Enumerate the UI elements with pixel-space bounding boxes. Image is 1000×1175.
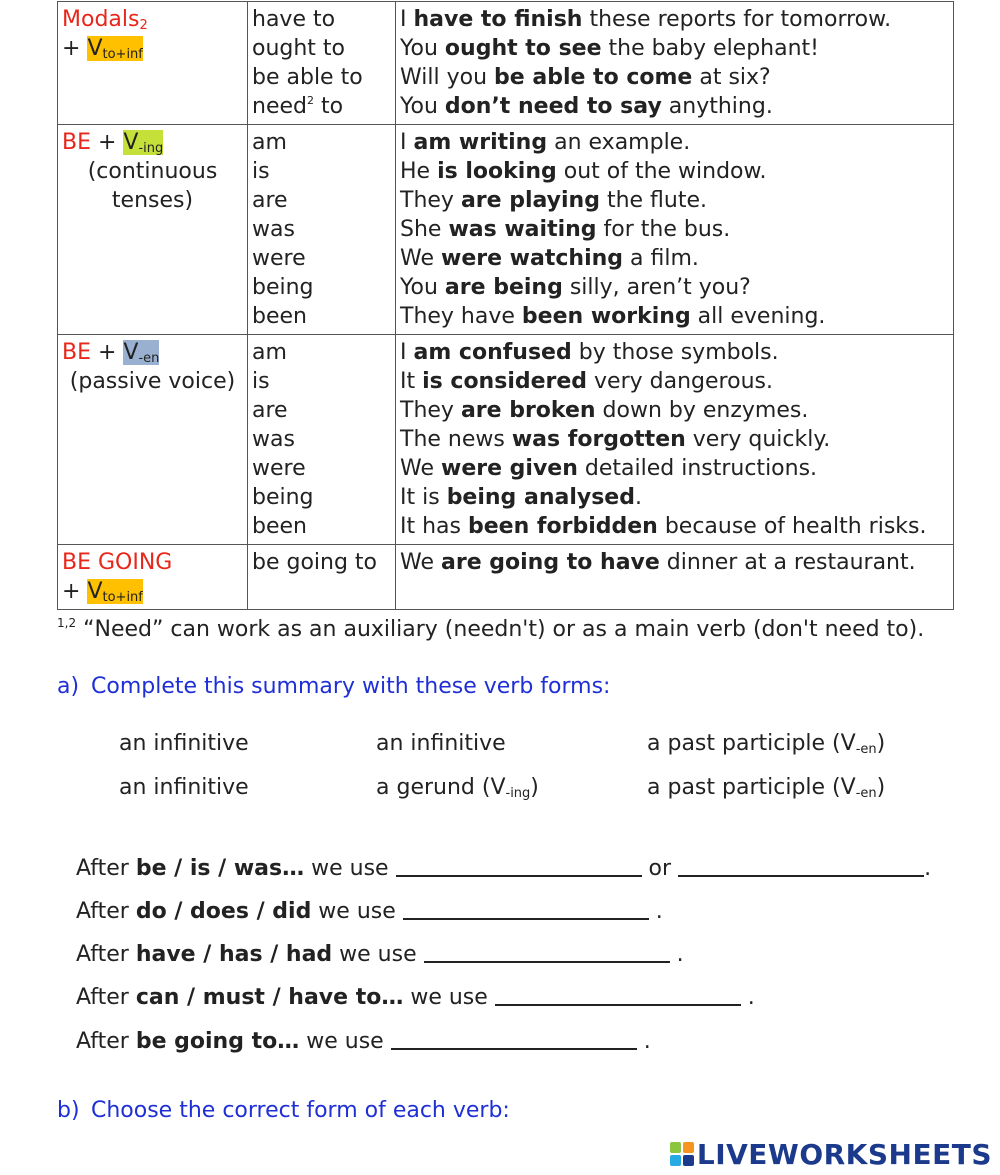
example-sentence: It is considered very dangerous. <box>400 369 773 394</box>
row-examples-passive <box>396 335 954 545</box>
summary-sentence: After be going to… we use . <box>76 1026 651 1054</box>
option-chip: an infinitive <box>119 775 249 800</box>
example-sentence: We were given detailed instructions. <box>400 456 818 481</box>
answer-blank[interactable] <box>391 1026 637 1050</box>
section-letter: a) <box>57 674 80 699</box>
row-forms-continuous <box>248 125 396 335</box>
example-sentence: We were watching a film. <box>400 246 699 271</box>
form-item: being <box>252 275 314 300</box>
summary-sentence: After do / does / did we use . <box>76 896 663 924</box>
liveworksheets-logo <box>670 1138 992 1170</box>
section-a-heading <box>57 674 610 699</box>
row-forms-modals <box>248 2 396 125</box>
summary-sentence: After have / has / had we use . <box>76 939 684 967</box>
plus-sign: + <box>91 340 124 365</box>
table-row-going <box>58 545 954 610</box>
heading-subscript: 2 <box>139 18 148 33</box>
answer-blank[interactable] <box>396 853 642 877</box>
answer-blank[interactable] <box>495 982 741 1006</box>
summary-sentence: After be / is / was… we use or . <box>76 853 931 881</box>
example-sentence: I am writing an example. <box>400 130 691 155</box>
example-sentence: You ought to see the baby elephant! <box>400 36 819 61</box>
row-examples-continuous <box>396 125 954 335</box>
heading-note: (continuous <box>87 159 218 184</box>
section-b-heading <box>57 1098 510 1123</box>
footnote-marker: 1,2 <box>57 616 77 630</box>
plus-sign: + <box>62 36 88 61</box>
form-item: am <box>252 130 287 155</box>
option-chip: an infinitive <box>119 731 249 756</box>
example-sentence: They are broken down by enzymes. <box>400 398 809 423</box>
option-chip: a past participle $(V_{-en})$ <box>647 775 886 801</box>
example-sentence: The news was forgotten very quickly. <box>400 427 831 452</box>
heading-title: BE <box>62 130 91 155</box>
verb-pattern: $V_{to+inf}$ <box>87 36 143 62</box>
plus-sign: + <box>62 579 88 604</box>
form-item: is <box>252 159 270 184</box>
logo-mark-icon <box>670 1142 694 1166</box>
heading-note: (passive voice) <box>69 369 236 394</box>
heading-note: tenses) <box>111 188 194 213</box>
row-forms-going <box>248 545 396 610</box>
form-item: am <box>252 340 287 365</box>
form-item: been <box>252 304 307 329</box>
answer-blank[interactable] <box>678 853 924 877</box>
form-item: being <box>252 485 314 510</box>
form-item: be able to <box>252 65 363 90</box>
section-title: Complete this summary with these verb forms: <box>91 674 611 699</box>
row-heading-modals <box>58 2 248 125</box>
example-sentence: They are playing the flute. <box>400 188 708 213</box>
table-row-continuous <box>58 125 954 335</box>
form-item: have to <box>252 7 336 32</box>
form-item: been <box>252 514 307 539</box>
form-item: ought to <box>252 36 346 61</box>
row-examples-going <box>396 545 954 610</box>
form-item: are <box>252 398 288 423</box>
form-item-need: need$^2$ to <box>252 94 344 119</box>
table-row-modals <box>58 2 954 125</box>
verb-pattern: $V_{-ing}$ <box>123 130 164 156</box>
form-item: were <box>252 456 306 481</box>
example-sentence: We are going to have dinner at a restaurant. <box>400 550 916 575</box>
row-examples-modals <box>396 2 954 125</box>
answer-blank[interactable] <box>424 939 670 963</box>
row-heading-continuous <box>58 125 248 335</box>
option-chip: an infinitive <box>376 731 506 756</box>
example-sentence: I have to finish these reports for tomorrow. <box>400 7 892 32</box>
logo-text: LIVEWORKSHEETS <box>696 1137 992 1171</box>
footnote-text: “Need” can work as an auxiliary (needn't) or as a main verb (don't need to). <box>76 617 925 642</box>
form-item: be going to <box>252 550 378 575</box>
option-chip: a gerund $(V_{-ing})$ <box>376 775 539 801</box>
example-sentence: He is looking out of the window. <box>400 159 767 184</box>
answer-blank[interactable] <box>403 896 649 920</box>
plus-sign: + <box>91 130 124 155</box>
table-row-passive <box>58 335 954 545</box>
form-item: were <box>252 246 306 271</box>
form-item: are <box>252 188 288 213</box>
heading-title: BE GOING <box>62 550 173 575</box>
form-item: was <box>252 217 295 242</box>
heading-title: BE <box>62 340 91 365</box>
summary-sentence: After can / must / have to… we use . <box>76 982 755 1010</box>
footnote <box>57 617 924 642</box>
verb-pattern: $V_{-en}$ <box>123 340 160 366</box>
row-heading-going <box>58 545 248 610</box>
example-sentence: They have been working all evening. <box>400 304 826 329</box>
row-heading-passive <box>58 335 248 545</box>
verb-pattern: $V_{to+inf}$ <box>87 579 143 605</box>
example-sentence: You are being silly, aren’t you? <box>400 275 751 300</box>
example-sentence: I am confused by those symbols. <box>400 340 779 365</box>
form-item: was <box>252 427 295 452</box>
example-sentence: You don’t need to say anything. <box>400 94 773 119</box>
heading-title: Modals <box>62 7 140 32</box>
section-title: Choose the correct form of each verb: <box>91 1098 510 1123</box>
verb-forms-table <box>57 1 954 610</box>
row-forms-passive <box>248 335 396 545</box>
example-sentence: Will you be able to come at six? <box>400 65 771 90</box>
example-sentence: It has been forbidden because of health risks. <box>400 514 927 539</box>
example-sentence: It is being analysed. <box>400 485 642 510</box>
section-letter: b) <box>57 1098 80 1123</box>
option-chip: a past participle $(V_{-en})$ <box>647 731 886 757</box>
example-sentence: She was waiting for the bus. <box>400 217 731 242</box>
form-item: is <box>252 369 270 394</box>
